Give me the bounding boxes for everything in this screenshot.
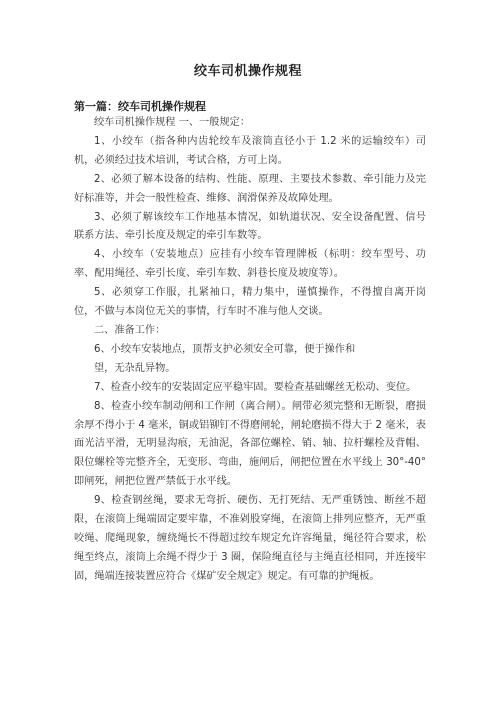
paragraph-2: 2、必须了解本设备的结构、性能、原理、主要技术参数、牵引能力及完好标准等，并会一般性检查、维修、润滑保养及故障处理。 xyxy=(74,173,426,204)
paragraph-3: 3、必须了解该绞车工作地基本情况，如轨道状况、安全设备配置、信号联系方法、牵引长度及规定的牵引车数等。 xyxy=(74,211,426,242)
paragraph-4: 4、小绞车（安装地点）应挂有小绞车管理牌板（标明：绞车型号、功率、配用绳径、牵引长度、牵引车数、斜巷长度及坡度等）。 xyxy=(74,249,426,280)
paragraph-1: 1、小绞车（指各种内齿轮绞车及滚筒直径小于 1.2 米的运输绞车）司机，必须经过技术培训，考试合格，方可上岗。 xyxy=(74,135,426,166)
paragraph-8: 8、检查小绞车制动闸和工作闸（离合闸）。闸带必须完整和无断裂，磨损余厚不得小于 4 毫米，铜或铝铆钉不得磨闸轮，闸轮磨损不得大于 2 毫米，表面光洁平滑，无明显沟痕，无油泥，各部位螺栓、销、轴、拉杆螺栓及背帽、限位螺栓等完整齐全，无变形、弯曲，施闸后，闸把位置在水平线上 30°-40°即闸死，闸把位置严禁低于水平线。 xyxy=(74,400,426,488)
subheading-preparation: 二、准备工作： xyxy=(94,324,166,336)
paragraph-6-continuation: 望，无杂乱异物。 xyxy=(94,362,176,374)
section-heading: 第一篇：绞车司机操作规程 xyxy=(74,100,206,113)
paragraph-5: 5、必须穿工作服，扎紧袖口，精力集中，谨慎操作，不得擅自离开岗位，不做与本岗位无关的事情，行车时不准与他人交谈。 xyxy=(74,287,426,318)
paragraph-7: 7、检查小绞车的安装固定应平稳牢固。要检查基础螺丝无松动、变位。 xyxy=(94,381,417,393)
paragraph-9: 9、检查钢丝绳，要求无弯折、硬伤、无打死结、无严重锈蚀、断丝不超限，在滚筒上绳端固定要牢靠，不准剁股穿绳，在滚筒上排列应整齐，无严重咬绳、爬绳现象，缠绕绳长不得超过绞车规定允许容绳量，绳径符合要求，松绳至终点，滚筒上余绳不得少于 3 圈，保险绳直径与主绳直径相同，并连接牢固，绳端连接装置应符合《煤矿安全规定》规定。有可靠的护绳板。 xyxy=(74,495,426,582)
paragraph-6: 6、小绞车安装地点，顶帮支护必须安全可靠，便于操作和 xyxy=(94,343,356,355)
paragraph-intro: 绞车司机操作规程 一、一般规定： xyxy=(94,117,251,128)
document-title: 绞车司机操作规程 xyxy=(193,64,302,79)
document-body xyxy=(74,114,426,587)
